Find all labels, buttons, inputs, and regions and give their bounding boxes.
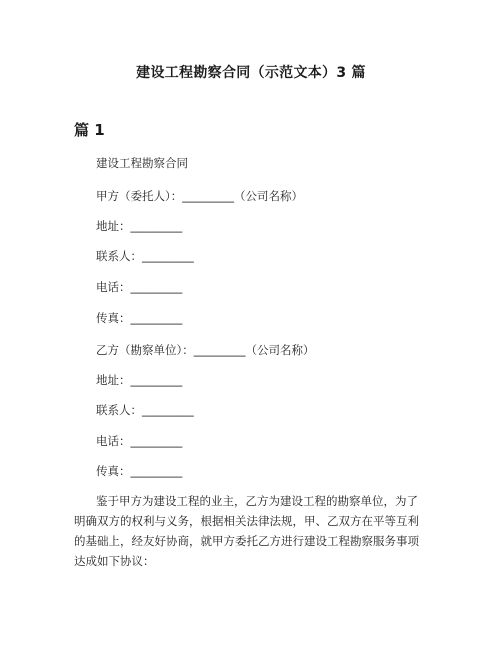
- preamble-paragraph: [74, 491, 434, 571]
- party-b-address-line: 地址：_________: [96, 373, 183, 387]
- party-b-contact-line: 联系人：_________: [96, 403, 194, 417]
- paragraph-line: 鉴于甲方为建设工程的业主，乙方为建设工程的勘察单位，为了: [96, 494, 418, 508]
- party-a-contact-line: 联系人：_________: [96, 249, 194, 263]
- party-b-fax-line: 传真：_________: [96, 464, 183, 478]
- party-b-line: 乙方（勘察单位）：_________（公司名称）: [96, 343, 315, 357]
- party-a-line: 甲方（委托人）：_________（公司名称）: [96, 189, 303, 203]
- paragraph-line: 达成如下协议：: [74, 554, 155, 568]
- document-title: 建设工程勘察合同（示范文本）3 篇: [136, 65, 366, 81]
- paragraph-line: 的基础上，经友好协商，就甲方委托乙方进行建设工程勘察服务事项: [74, 534, 419, 548]
- party-a-phone-line: 电话：_________: [96, 280, 183, 294]
- paragraph-line: 明确双方的权利与义务，根据相关法律法规，甲、乙双方在平等互利: [74, 514, 419, 528]
- party-a-fax-line: 传真：_________: [96, 311, 183, 325]
- party-b-phone-line: 电话：_________: [96, 434, 183, 448]
- party-a-address-line: 地址：_________: [96, 219, 183, 233]
- contract-name-line: 建设工程勘察合同: [96, 156, 188, 170]
- section-heading: 篇 1: [74, 121, 105, 139]
